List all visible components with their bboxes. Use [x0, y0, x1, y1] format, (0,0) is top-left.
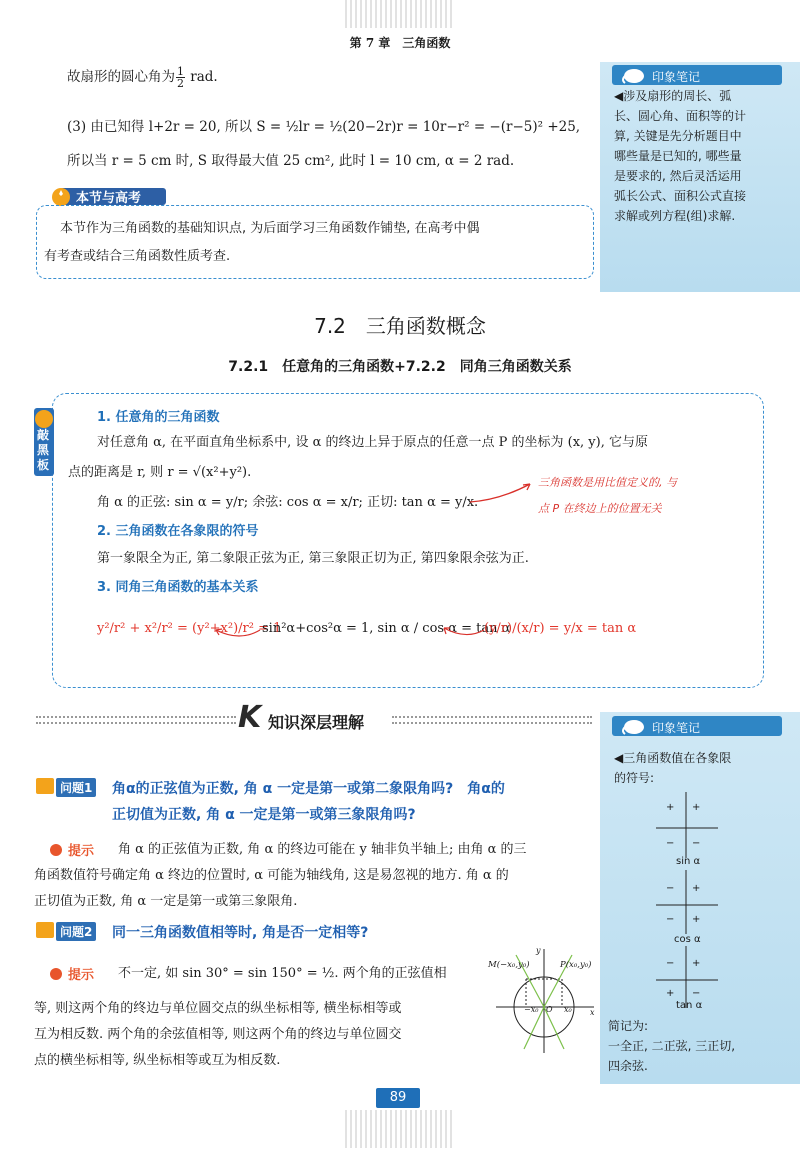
fig-label-x: x [590, 1008, 595, 1017]
svg-text:−: − [666, 838, 675, 849]
svg-text:+: + [666, 802, 675, 813]
sin-label: sin α [676, 856, 701, 867]
divider-left [36, 716, 236, 718]
q1-text-a: 角α的正弦值为正数, 角 α 一定是第一或第二象限角吗? 角α的 [112, 781, 505, 797]
q2-answer-3: 互为相反数. 两个角的余弦值相等, 则这两个角的终边与单位圆交 [34, 1027, 402, 1042]
header-pattern [345, 0, 455, 28]
formula-arrow-1 [212, 614, 262, 638]
solution-line-3: 所以当 r = 5 cm 时, S 取得最大值 25 cm², 此时 l = 10 cm, α = 2 rad. [67, 153, 515, 169]
q2-tip-label: 提示 [68, 968, 95, 983]
tan-label: tan α [676, 1000, 703, 1011]
chapter-header: 第 7 章 三角函数 [349, 36, 451, 50]
q1-text-b: 正切值为正数, 角 α 一定是第一或第三象限角吗? [112, 807, 416, 823]
tip-icon [50, 968, 62, 980]
svg-text:+: + [692, 958, 701, 969]
formula-arrow-2 [438, 616, 486, 638]
book-icon [36, 922, 54, 938]
q1-answer-2: 角函数值符号确定角 α 终边的位置时, α 可能为轴线角, 这是易忽视的地方. 角 α 的 [34, 868, 509, 883]
divider-left-2 [36, 722, 236, 724]
solution-line-1: 故扇形的圆心角为 $\frac{1}{2}$ rad. [67, 65, 218, 90]
bb-formula-left: y²/r² + x²/r² = (y²+x²)/r² = 1 [97, 621, 282, 636]
fig-label-p: P(x₀,y₀) [560, 960, 592, 970]
note2-text-2: 的符号: [614, 771, 655, 785]
q2-answer-2: 等, 则这两个角的终边与单位圆交点的纵坐标相等, 横坐标相等或 [34, 1001, 402, 1016]
bb-heading-1: 1. 任意角的三角函数 [97, 410, 220, 425]
bb-heading-2: 2. 三角函数在各象限的符号 [97, 524, 259, 539]
q1-answer-1: 角 α 的正弦值为正数, 角 α 的终边可能在 y 轴非负半轴上; 由角 α 的三 [118, 842, 527, 857]
knowledge-title: 知识深层理解 [268, 713, 365, 732]
bb-p1b: 点的距离是 r, 则 r = √(x²+y²). [68, 465, 252, 480]
handwritten-note-2: 点 P 在终边上的位置无关 [538, 502, 662, 515]
gaokao-title: 本节与高考 [76, 191, 142, 206]
fig-label-negx0: −x₀ [524, 1005, 539, 1014]
fig-label-o: O [546, 1005, 553, 1014]
bulb-icon [35, 410, 53, 428]
note-header-2: 印象笔记 [612, 716, 782, 736]
fig-label-y: y [536, 946, 541, 955]
bb-p1c: 角 α 的正弦: sin α = y/r; 余弦: cos α = x/r; 正切: tan α = y/x. [97, 495, 479, 510]
book-icon [36, 778, 54, 794]
solution-line-2: (3) 由已知得 l+2r = 20, 所以 S = ½lr = ½(20−2r)r = 10r−r² = −(r−5)² +25, [67, 119, 581, 135]
svg-text:−: − [666, 883, 675, 894]
handwritten-note-1: 三角函数是用比值定义的, 与 [538, 476, 677, 489]
note-header-1: 印象笔记 [612, 65, 782, 85]
q2-answer-1: 不一定, 如 sin 30° = sin 150° = ½. 两个角的正弦值相 [118, 966, 447, 981]
svg-text:−: − [692, 838, 701, 849]
cos-label: cos α [674, 934, 701, 945]
note-text-1: ◀涉及扇形的周长、弧 长、圆心角、面积等的计 算, 关键是先分析题目中 哪些量是已知的, 哪些量 是要求的, 然后灵活运用 弧长公式、面积公式直接 求解或列方程(组)求解. [614, 89, 747, 223]
divider-right [392, 716, 592, 718]
svg-text:+: + [692, 914, 701, 925]
k-logo-icon: K [238, 700, 262, 735]
q2-answer-4: 点的横坐标相等, 纵坐标相等或互为相反数. [34, 1053, 281, 1068]
note2-text-1: ◀三角函数值在各象限 [614, 751, 732, 765]
section-subtitle: 7.2.1 任意角的三角函数+7.2.2 同角三角函数关系 [228, 359, 572, 375]
bb-p2: 第一象限全为正, 第二象限正弦为正, 第三象限正切为正, 第四象限余弦为正. [97, 551, 529, 566]
footer-pattern [345, 1110, 455, 1148]
svg-text:+: + [692, 802, 701, 813]
divider-right-2 [392, 722, 592, 724]
fig-label-m: M(−x₀,y₀) [488, 960, 530, 970]
gaokao-box [36, 205, 594, 279]
svg-text:−: − [666, 958, 675, 969]
elephant-icon [620, 66, 646, 84]
blackboard-tag: 敲黑板 [37, 428, 50, 472]
bb-formula-right: (y/r)/(x/r) = y/x = tan α [484, 621, 637, 636]
fig-label-x0: x₀ [564, 1005, 572, 1014]
q1-tag: 问题1 [56, 778, 96, 797]
bb-p1a: 对任意角 α, 在平面直角坐标系中, 设 α 的终边上异于原点的任意一点 P 的坐标为 (x, y), 它与原 [97, 435, 648, 450]
tip-icon [50, 844, 62, 856]
q2-text: 同一三角函数值相等时, 角是否一定相等? [112, 925, 369, 941]
svg-text:+: + [692, 883, 701, 894]
svg-text:+: + [666, 988, 675, 999]
q1-tip-label: 提示 [68, 844, 95, 859]
annotation-arrow [468, 476, 540, 506]
bb-heading-3: 3. 同角三角函数的基本关系 [97, 580, 259, 595]
page-number: 89 [376, 1088, 420, 1108]
section-title: 7.2 三角函数概念 [314, 314, 486, 338]
gaokao-text-1: 本节作为三角函数的基础知识点, 为后面学习三角函数作铺垫, 在高考中偶 [60, 221, 480, 236]
q2-tag: 问题2 [56, 922, 96, 941]
svg-text:−: − [692, 988, 701, 999]
q1-answer-3: 正切值为正数, 角 α 一定是第一或第三象限角. [34, 894, 298, 909]
bb-formula-mid: sin²α+cos²α = 1, sin α / cos α = tan α [262, 621, 511, 636]
gaokao-text-2: 有考查或结合三角函数性质考查. [44, 249, 231, 264]
note2-memo: 简记为: 一全正, 二正弦, 三正切, 四余弦. [608, 1019, 736, 1073]
svg-text:−: − [666, 914, 675, 925]
quadrant-sign-diagrams [652, 788, 724, 1010]
elephant-icon [620, 717, 646, 735]
